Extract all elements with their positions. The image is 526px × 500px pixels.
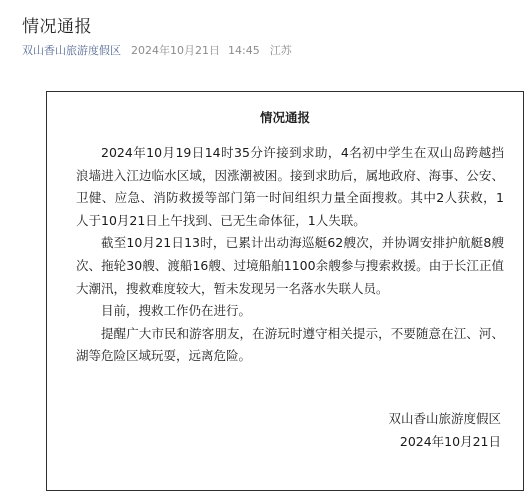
article-title: 情况通报 [22,17,92,37]
notice-title: 情况通报 [259,110,310,125]
notice-signature: 双山香山旅游度假区 [388,411,501,426]
notice-sign-date: 2024年10月21日 [399,434,501,449]
notice-paragraph: 提醒广大市民和游客朋友，在游玩时遵守相关提示，不要随意在江、河、湖等危险区域玩耍，远离危险。 [76,325,504,364]
notice-signature-block [388,407,501,453]
notice-body [76,142,504,368]
article-meta [22,43,292,57]
publish-location: 江苏 [269,44,292,57]
notice-paragraph: 2024年10月19日14时35分许接到求助，4名初中学生在双山岛跨越挡浪墙进入江边临水区域，因涨潮被困。接到求助后，属地政府、海事、公安、卫健、应急、消防救援等部门第一时间组织力量全面搜救。其中2人获救，1人于10月21日上午找到、已无生命体征，1人失联。 [76,145,504,228]
publish-time: 14:45 [228,43,260,57]
notice-paragraph: 截至10月21日13时，已累计出动海巡艇62艘次，并协调安排护航艇8艘次、拖轮30艘、渡船16艘、过境船舶1100余艘参与搜索救援。由于长江正值大潮汛，搜救难度较大，暂未发现另一名落水失联人员。 [76,235,504,296]
account-name-link[interactable]: 双山香山旅游度假区 [22,44,121,57]
notice-paragraph: 目前，搜救工作仍在进行。 [101,303,252,319]
notice-image [46,91,524,491]
publish-date: 2024年10月21日 [131,44,220,57]
